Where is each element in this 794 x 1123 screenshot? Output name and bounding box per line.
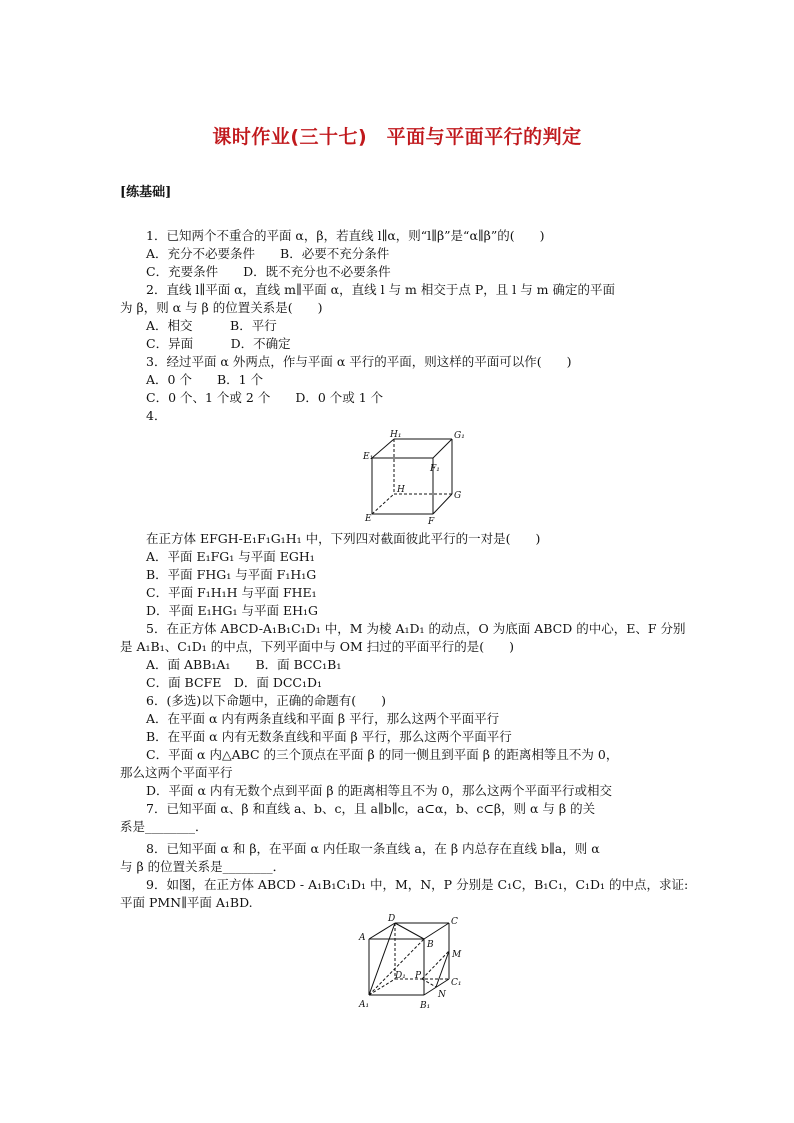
question-line: 8．已知平面 α 和 β，在平面 α 内任取一条直线 a，在 β 内总存在直线 b∥a，则 α (146, 841, 600, 856)
vertex-label: D₁ (395, 971, 406, 981)
vertex-label: E₁ (363, 452, 374, 462)
question-option: B．平面 FHG₁ 与平面 F₁H₁G (146, 567, 317, 582)
vertex-label: G₁ (454, 431, 465, 441)
question-line: 为 β，则 α 与 β 的位置关系是( ) (120, 300, 323, 315)
vertex-label: A (359, 933, 366, 943)
question-line: 6．(多选)以下命题中，正确的命题有( ) (146, 693, 386, 708)
question-option: C．平面 F₁H₁H 与平面 FHE₁ (146, 585, 317, 600)
question-option: 那么这两个平面平行 (120, 765, 233, 780)
question-option: B．在平面 α 内有无数条直线和平面 β 平行，那么这两个平面平行 (146, 729, 512, 744)
question-line: 是 A₁B₁、C₁D₁ 的中点，下列平面中与 OM 扫过的平面平行的是( ) (120, 639, 515, 654)
question-option: A．在平面 α 内有两条直线和平面 β 平行，那么这两个平面平行 (146, 711, 500, 726)
cube-figure-abcd (352, 912, 472, 1012)
question-line: 4． (146, 408, 167, 423)
question-option: A．相交 B．平行 (146, 318, 277, 333)
vertex-label: E (365, 514, 372, 524)
vertex-label: D (388, 914, 396, 924)
question-line: 3．经过平面 α 外两点，作与平面 α 平行的平面，则这样的平面可以作( ) (146, 354, 572, 369)
question-line: 系是________． (120, 819, 208, 834)
cube-figure-efgh (360, 426, 470, 526)
question-option: C．平面 α 内△ABC 的三个顶点在平面 β 的同一侧且到平面 β 的距离相等且不为 0， (146, 747, 619, 762)
question-option: C．面 BCFE D．面 DCC₁D₁ (146, 675, 323, 690)
vertex-label: H₁ (390, 430, 402, 440)
vertex-label: A₁ (359, 1000, 370, 1010)
section-heading: [练基础] (120, 185, 172, 200)
question-option: D．平面 E₁HG₁ 与平面 EH₁G (146, 603, 318, 618)
vertex-label: F₁ (430, 464, 440, 474)
question-option: C．0 个、1 个或 2 个 D．0 个或 1 个 (146, 390, 384, 405)
vertex-label: H (397, 485, 405, 495)
question-line: 5．在正方体 ABCD-A₁B₁C₁D₁ 中，M 为棱 A₁D₁ 的动点，O 为底面 ABCD 的中心，E、F 分别 (146, 621, 686, 636)
vertex-label: B (427, 940, 434, 950)
question-option: C．异面 D．不确定 (146, 336, 291, 351)
vertex-label: N (438, 990, 446, 1000)
vertex-label: C₁ (451, 978, 462, 988)
vertex-label: G (454, 491, 462, 501)
vertex-label: M (452, 950, 462, 960)
vertex-label: C (451, 917, 458, 927)
question-option: A．充分不必要条件 B．必要不充分条件 (146, 246, 390, 261)
question-option: A．平面 E₁FG₁ 与平面 EGH₁ (146, 549, 315, 564)
page-title: 课时作业(三十七) 平面与平面平行的判定 (212, 126, 582, 148)
vertex-label: B₁ (420, 1001, 431, 1011)
question-option: C．充要条件 D．既不充分也不必要条件 (146, 264, 391, 279)
question-option: A．面 ABB₁A₁ B．面 BCC₁B₁ (146, 657, 342, 672)
question-line: 1．已知两个不重合的平面 α，β，若直线 l∥α，则“l∥β”是“α∥β”的( ) (146, 228, 545, 243)
question-line: 2．直线 l∥平面 α，直线 m∥平面 α，直线 l 与 m 相交于点 P，且 l 与 m 确定的平面 (146, 282, 616, 297)
vertex-label: P (415, 971, 422, 981)
question-line: 平面 PMN∥平面 A₁BD. (120, 895, 253, 910)
question-line: 在正方体 EFGH-E₁F₁G₁H₁ 中，下列四对截面彼此平行的一对是( ) (146, 531, 541, 546)
question-option: D．平面 α 内有无数个点到平面 β 的距离相等且不为 0，那么这两个平面平行或相交 (146, 783, 613, 798)
question-line: 与 β 的位置关系是________． (120, 859, 286, 874)
question-line: 7．已知平面 α、β 和直线 a、b、c，且 a∥b∥c，a⊂α，b、c⊂β，则 α 与 β 的关 (146, 801, 596, 816)
question-option: A．0 个 B．1 个 (146, 372, 264, 387)
vertex-label: F (428, 517, 435, 526)
question-line: 9．如图，在正方体 ABCD - A₁B₁C₁D₁ 中，M，N，P 分别是 C₁C，B₁C₁，C₁D₁ 的中点，求证: (146, 877, 689, 892)
